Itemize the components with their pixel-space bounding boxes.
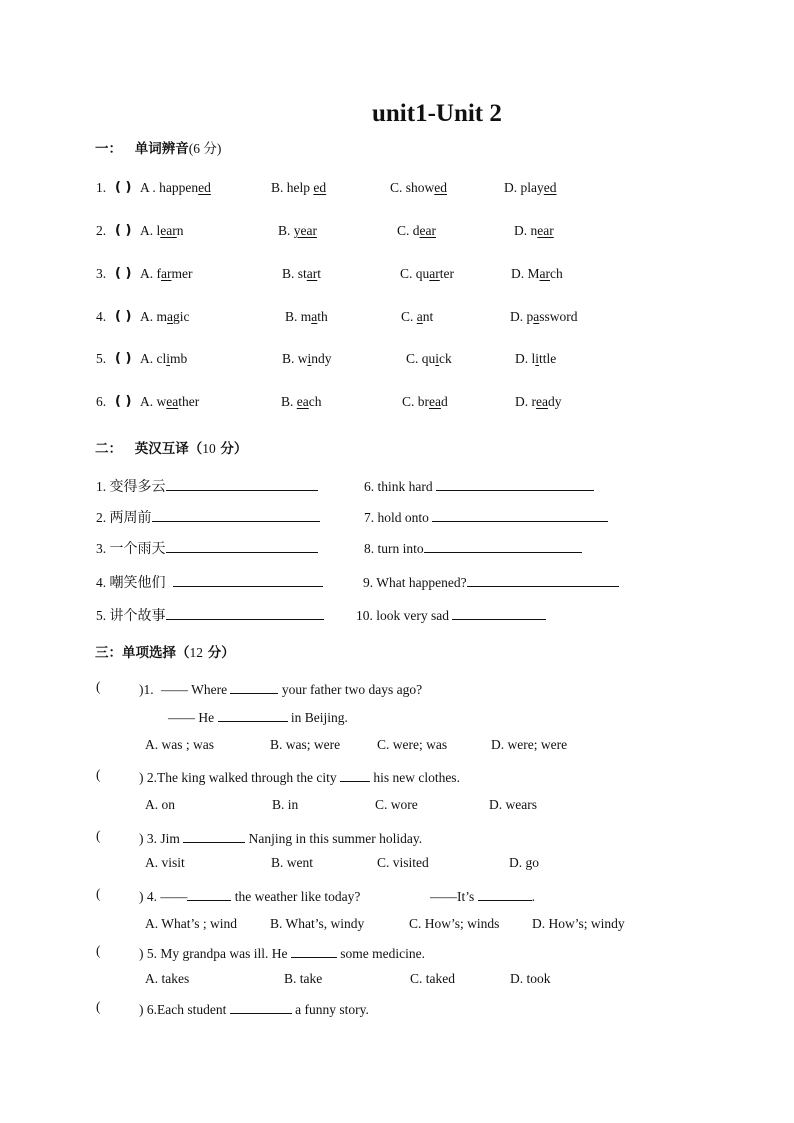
option-text: ch	[308, 394, 322, 409]
question-text: ) 2.The king walked through the city	[139, 770, 337, 785]
translate-row-4-left	[96, 572, 323, 592]
underlined-letters: ed	[543, 180, 557, 195]
section-1-heading	[95, 137, 221, 157]
phonics-option-b	[278, 223, 317, 239]
underlined-letters: ea	[429, 394, 441, 409]
phonics-option-d	[515, 351, 556, 367]
translate-row-2-left	[96, 507, 320, 527]
option-text: A. cl	[140, 351, 167, 366]
section-2-score-suffix: 分）	[215, 441, 248, 457]
option-text: mb	[170, 351, 188, 366]
phonics-option-c	[390, 180, 447, 196]
phonics-option-a	[140, 223, 183, 239]
phonics-question-number: 1.	[96, 180, 107, 195]
mc-q2-option-c: C. wore	[375, 797, 418, 812]
mc-q5-option-b: B. take	[284, 971, 323, 986]
phonics-option-c	[401, 309, 433, 325]
phonics-option-d	[514, 223, 554, 239]
mc-q3-line	[139, 828, 422, 847]
answer-blank[interactable]	[467, 572, 619, 587]
underlined-letters: ed	[198, 180, 211, 195]
translate-row-3-right	[364, 538, 582, 557]
option-text: D. p	[510, 309, 534, 324]
translate-row-5-left	[96, 605, 324, 625]
option-text: C. d	[397, 223, 420, 238]
section-1-title: 单词辨音	[134, 141, 189, 157]
answer-blank[interactable]	[166, 538, 318, 553]
answer-parentheses[interactable]: ( )	[115, 266, 132, 281]
option-text: th	[317, 309, 328, 324]
underlined-letters: ar	[161, 266, 172, 281]
underlined-letters: ea	[166, 394, 179, 409]
underlined-letters: ed	[313, 180, 327, 195]
option-text: D. n	[514, 223, 538, 238]
phonics-option-d	[511, 266, 563, 282]
section-3-score-suffix: 分）	[203, 645, 235, 661]
option-text: C. qu	[406, 351, 436, 366]
underlined-letters: a	[533, 309, 540, 324]
section-1-prefix: 一：	[95, 141, 122, 157]
option-text: nt	[422, 309, 434, 324]
answer-parentheses[interactable]: ( )	[115, 180, 132, 195]
option-text: ndy	[311, 351, 332, 366]
answer-parentheses[interactable]: ( )	[115, 351, 132, 366]
phonics-option-c	[397, 223, 436, 239]
mc-q4-option-c: C. How’s; winds	[409, 916, 500, 931]
mc-q1-option-b: B. was; were	[270, 737, 341, 752]
mc-q6-line	[139, 999, 369, 1018]
option-text: ther	[178, 394, 200, 409]
item-number: 3.	[96, 541, 107, 556]
item-number: 5.	[96, 608, 107, 623]
mc-q4-answer-line	[430, 886, 535, 905]
mc-q1-option-c: C. were; was	[377, 737, 448, 752]
answer-blank[interactable]	[478, 886, 532, 901]
option-text: A . happen	[140, 180, 199, 195]
question-text: your father two days ago?	[281, 682, 423, 697]
phonics-option-a	[140, 309, 190, 325]
phonics-option-d	[510, 309, 578, 325]
section-2-prefix: 二：	[95, 441, 122, 457]
underlined-letters: ea	[296, 394, 309, 409]
mc-q1-paren-left: (	[96, 679, 101, 694]
mc-q3-option-c: C. visited	[377, 855, 429, 870]
option-text: t	[317, 266, 322, 281]
question-text: ) 4. ——	[139, 889, 188, 904]
chinese-phrase: 讲个故事	[109, 608, 166, 624]
mc-q1-line2	[168, 707, 348, 726]
phonics-option-c	[406, 351, 452, 367]
mc-q2-line	[139, 767, 460, 786]
phonics-question-number: 4.	[96, 309, 107, 324]
option-text: D. l	[515, 351, 536, 366]
item-number: 2.	[96, 510, 107, 525]
mc-q1-option-a: A. was ; was	[145, 737, 214, 752]
option-text: A. f	[140, 266, 161, 281]
option-text: A. m	[140, 309, 167, 324]
section-2-score-num: 10	[202, 441, 216, 456]
question-text: ) 3. Jim	[139, 831, 180, 846]
answer-parentheses[interactable]: ( )	[115, 309, 132, 324]
answer-blank[interactable]	[166, 476, 318, 491]
option-text: n	[176, 223, 184, 238]
underlined-letters: ar	[429, 266, 440, 281]
underlined-letters: ear	[419, 223, 436, 238]
answer-parentheses[interactable]: ( )	[115, 223, 132, 238]
english-phrase: 7. hold onto	[364, 510, 429, 525]
question-text: —— He	[168, 710, 215, 725]
answer-blank[interactable]	[173, 572, 323, 587]
mc-q3-option-a: A. visit	[145, 855, 185, 870]
answer-blank[interactable]	[218, 707, 288, 722]
phonics-option-b	[282, 266, 321, 282]
underlined-letters: ed	[434, 180, 448, 195]
question-text: a funny story.	[295, 1002, 369, 1017]
question-text: Nanjing in this summer holiday.	[248, 831, 423, 846]
option-text: mer	[171, 266, 193, 281]
mc-q5-option-a: A. takes	[145, 971, 190, 986]
option-text: B. st	[282, 266, 307, 281]
translate-row-3-left	[96, 538, 318, 558]
underlined-letters: a	[416, 309, 423, 324]
option-text: B. w	[282, 351, 308, 366]
question-text: in Beijing.	[290, 710, 348, 725]
mc-q3-option-d: D. go	[509, 855, 539, 870]
translate-row-1-left	[96, 476, 318, 496]
option-text: dy	[547, 394, 562, 409]
question-text: ) 5. My grandpa was ill. He	[139, 946, 288, 961]
underlined-letters: ea	[536, 394, 548, 409]
underlined-letters: i	[435, 351, 440, 366]
phonics-question-number: 5.	[96, 351, 107, 366]
underlined-letters: ear	[160, 223, 177, 238]
mc-q2-option-d: D. wears	[489, 797, 537, 812]
option-text: B.	[278, 223, 294, 238]
mc-q4-line	[139, 886, 360, 905]
option-text: ssword	[539, 309, 578, 324]
phonics-option-d	[515, 394, 561, 410]
underlined-letters: a	[311, 309, 318, 324]
mc-q5-line	[139, 943, 425, 962]
section-3-heading	[95, 641, 235, 661]
question-text: ) 6.Each student	[139, 1002, 227, 1017]
phonics-question-number: 6.	[96, 394, 107, 409]
option-text: C. qu	[400, 266, 430, 281]
phonics-option-a	[140, 180, 211, 196]
phonics-option-b	[271, 180, 326, 196]
option-text: C. show	[390, 180, 435, 195]
mc-q5-option-c: C. taked	[410, 971, 455, 986]
translate-row-4-right	[363, 572, 619, 591]
underlined-letters: ear	[537, 223, 554, 238]
underlined-letters: i	[307, 351, 312, 366]
phonics-option-c	[402, 394, 448, 410]
answer-blank[interactable]	[340, 767, 370, 782]
phonics-option-a	[140, 394, 199, 410]
option-text: D. play	[504, 180, 544, 195]
mc-q6-paren-left: (	[96, 999, 101, 1014]
section-3-score-num: 12	[189, 645, 203, 660]
mc-q4-option-d: D. How’s; windy	[532, 916, 625, 931]
chinese-phrase: 变得多云	[109, 479, 166, 495]
option-text: A. w	[140, 394, 167, 409]
mc-q1-option-d: D. were; were	[491, 737, 568, 752]
section-3-title: 单项选择（	[122, 645, 190, 661]
option-text: gic	[173, 309, 190, 324]
answer-parentheses[interactable]: ( )	[115, 394, 132, 409]
question-text: some medicine.	[340, 946, 425, 961]
answer-blank[interactable]	[152, 507, 320, 522]
phonics-option-a	[140, 351, 187, 367]
mc-q2-option-b: B. in	[272, 797, 299, 812]
underlined-letters: i	[535, 351, 540, 366]
option-text: ter	[439, 266, 455, 281]
chinese-phrase: 两周前	[109, 510, 152, 526]
question-text: ——It’s	[430, 889, 475, 904]
option-text: ttle	[539, 351, 557, 366]
answer-blank[interactable]	[432, 507, 608, 522]
answer-blank[interactable]	[291, 943, 337, 958]
option-text: D. r	[515, 394, 536, 409]
question-text: the weather like today?	[234, 889, 361, 904]
answer-blank[interactable]	[166, 605, 324, 620]
question-text: his new clothes.	[373, 770, 460, 785]
section-2-title: 英汉互译（	[134, 441, 203, 457]
question-number: )1.	[139, 682, 154, 697]
chinese-phrase: 嘲笑他们	[109, 575, 166, 591]
mc-q5-paren-left: (	[96, 943, 101, 958]
english-phrase: 9. What happened?	[363, 575, 467, 590]
answer-blank[interactable]	[230, 999, 292, 1014]
option-text: D. M	[511, 266, 540, 281]
option-text: A. l	[140, 223, 161, 238]
phonics-question-number: 3.	[96, 266, 107, 281]
option-text: B.	[281, 394, 297, 409]
option-text: C. br	[402, 394, 429, 409]
question-text: .	[531, 889, 536, 904]
option-text: B. m	[285, 309, 312, 324]
answer-blank[interactable]	[230, 679, 278, 694]
mc-q3-paren-left: (	[96, 828, 101, 843]
english-phrase: 10. look very sad	[356, 608, 449, 623]
mc-q5-option-d: D. took	[510, 971, 551, 986]
answer-blank[interactable]	[183, 828, 245, 843]
item-number: 4.	[96, 575, 107, 590]
option-text: C.	[401, 309, 417, 324]
translate-row-2-right	[364, 507, 608, 526]
english-phrase: 6. think hard	[364, 479, 433, 494]
answer-blank[interactable]	[452, 605, 546, 620]
phonics-option-b	[285, 309, 328, 325]
english-phrase: 8. turn into	[364, 541, 424, 556]
option-text: d	[440, 394, 448, 409]
mc-q4-option-b: B. What’s, windy	[270, 916, 365, 931]
underlined-letters: ar	[539, 266, 551, 281]
option-text: B. help	[271, 180, 314, 195]
chinese-phrase: 一个雨天	[109, 541, 166, 557]
underlined-letters: a	[167, 309, 173, 324]
mc-q3-option-b: B. went	[271, 855, 313, 870]
mc-q2-option-a: A. on	[145, 797, 175, 812]
phonics-option-a	[140, 266, 193, 282]
option-text: ck	[439, 351, 452, 366]
phonics-option-d	[504, 180, 557, 196]
answer-blank[interactable]	[436, 476, 594, 491]
phonics-option-c	[400, 266, 454, 282]
mc-q2-paren-left: (	[96, 767, 101, 782]
translate-row-1-right	[364, 476, 594, 495]
phonics-option-b	[282, 351, 332, 367]
section-1-score: (6 分)	[188, 141, 222, 156]
section-3-prefix: 三：	[95, 645, 122, 661]
underlined-letters: i	[166, 351, 171, 366]
section-2-heading	[95, 437, 247, 457]
mc-q1-line1	[139, 679, 422, 698]
option-text: ch	[550, 266, 563, 281]
underlined-letters: ar	[306, 266, 318, 281]
phonics-option-b	[281, 394, 322, 410]
question-text: —— Where	[161, 682, 228, 697]
answer-blank[interactable]	[424, 538, 582, 553]
translate-row-5-right	[356, 605, 546, 624]
page-title: unit1-Unit 2	[372, 100, 502, 127]
mc-q4-option-a: A. What’s ; wind	[145, 916, 237, 931]
underlined-letters: year	[293, 223, 317, 238]
mc-q4-paren-left: (	[96, 886, 101, 901]
answer-blank[interactable]	[187, 886, 231, 901]
phonics-question-number: 2.	[96, 223, 107, 238]
item-number: 1.	[96, 479, 107, 494]
